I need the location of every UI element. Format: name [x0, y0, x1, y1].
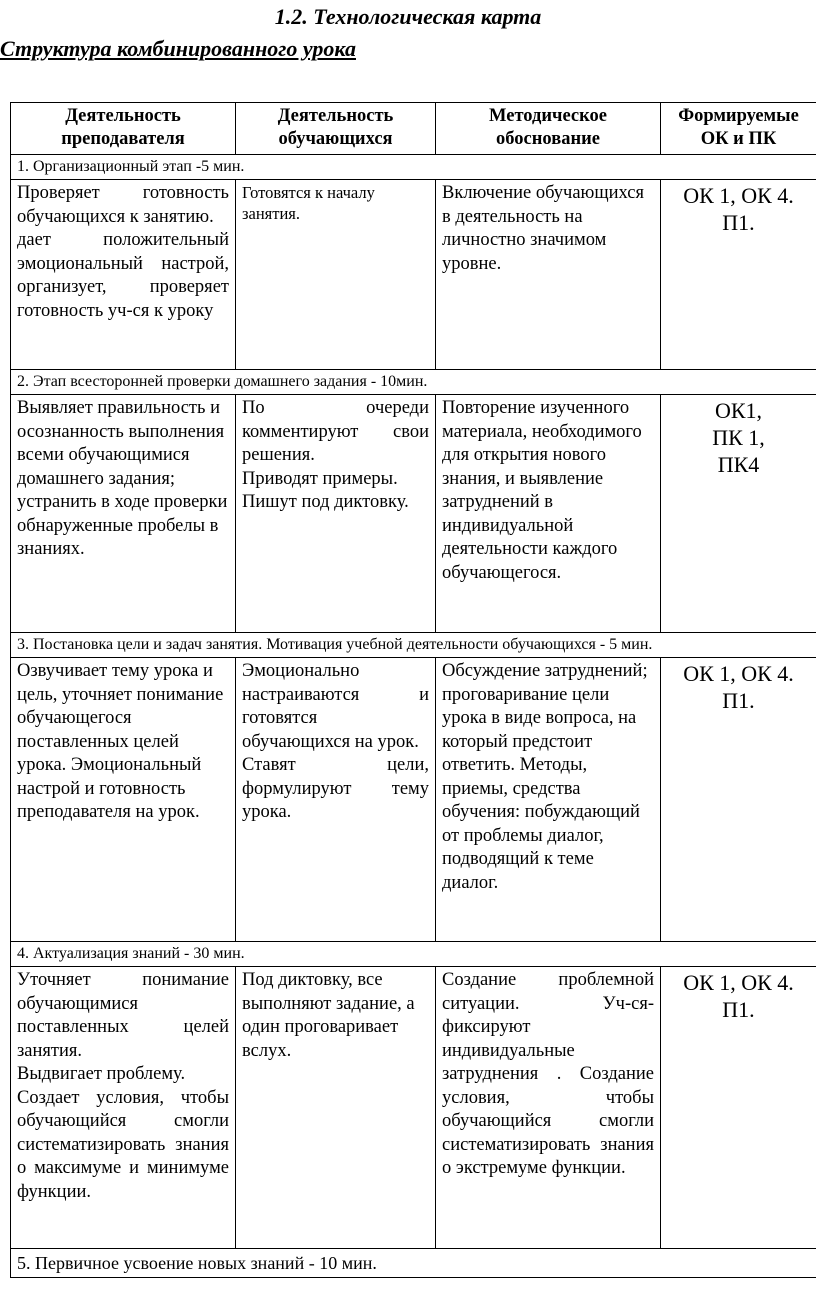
table-row [11, 967, 816, 1249]
rationale-cell: Создание проблемной ситуации. Уч-ся- фиксируют индивидуальные затруднения . Создание условия, чтобы обучающийся смогли систематизировать знания о экстремуме функции. [436, 967, 661, 1249]
teacher-activity-cell: Озвучивает тему урока и цель, уточняет понимание обучающегося поставленных целей урока. Эмоциональный настрой и готовность преподавателя на урок. [11, 658, 236, 942]
column-header-competencies: Формируемые ОК и ПК [661, 103, 816, 155]
column-header-students: Деятельность обучающихся [236, 103, 436, 155]
competencies-cell: ОК 1, ОК 4. П1. [661, 967, 816, 1249]
rationale-cell: Обсуждение затруднений; проговаривание цели урока в виде вопроса, на который предстоит ответить. Методы, приемы, средства обучения: побуждающий от проблемы диалог, подводящий к теме диалог. [436, 658, 661, 942]
student-activity-cell: Эмоционально настраиваются и готовятся обучающихся на урок. Ставят цели, формулируют тему урока. [236, 658, 436, 942]
rationale-cell: Повторение изученного материала, необходимого для открытия нового знания, и выявление затруднений в индивидуальной деятельности каждого обучающегося. [436, 395, 661, 633]
table-row [11, 180, 816, 370]
document-subtitle: Структура комбинированного урока [0, 36, 356, 61]
teacher-activity-cell: Уточняет понимание обучающимися поставленных целей занятия. Выдвигает проблему. Создает условия, чтобы обучающийся смогли систематизировать знания о максимуме и минимуме функции. [11, 967, 236, 1249]
rationale-cell: Включение обучающихся в деятельность на личностно значимом уровне. [436, 180, 661, 370]
stage-row [11, 370, 816, 395]
stage-row [11, 942, 816, 967]
stage-row [11, 155, 816, 180]
teacher-activity-cell: Выявляет правильность и осознанность выполнения всеми обучающимися домашнего задания; устранить в ходе проверки обнаруженные пробелы в знаниях. [11, 395, 236, 633]
technology-card-table [10, 102, 816, 1278]
teacher-activity-cell: Проверяет готовность обучающихся к занятию. дает положительный эмоциональный настрой, организует, проверяет готовность уч-ся к уроку [11, 180, 236, 370]
column-header-teacher: Деятельность преподавателя [11, 103, 236, 155]
stage-label: 1. Организационный этап -5 мин. [11, 155, 816, 180]
column-header-rationale: Методическое обоснование [436, 103, 661, 155]
competencies-cell: ОК 1, ОК 4. П1. [661, 180, 816, 370]
student-activity-cell: Готовятся к началу занятия. [236, 180, 436, 370]
student-activity-cell: По очереди комментируют свои решения. Приводят примеры. Пишут под диктовку. [236, 395, 436, 633]
stage-row [11, 633, 816, 658]
stage-label: 4. Актуализация знаний - 30 мин. [11, 942, 816, 967]
document-title: 1.2. Технологическая карта [274, 4, 542, 29]
stage-label: 5. Первичное усвоение новых знаний - 10 мин. [11, 1249, 816, 1278]
table-row [11, 395, 816, 633]
stage-label: 2. Этап всесторонней проверки домашнего задания - 10мин. [11, 370, 816, 395]
student-activity-cell: Под диктовку, все выполняют задание, а один проговаривает вслух. [236, 967, 436, 1249]
table-header-row [11, 103, 816, 155]
competencies-cell: ОК1, ПК 1, ПК4 [661, 395, 816, 633]
competencies-cell: ОК 1, ОК 4. П1. [661, 658, 816, 942]
table-row [11, 658, 816, 942]
stage-row [11, 1249, 816, 1278]
stage-label: 3. Постановка цели и задач занятия. Мотивация учебной деятельности обучающихся - 5 мин. [11, 633, 816, 658]
